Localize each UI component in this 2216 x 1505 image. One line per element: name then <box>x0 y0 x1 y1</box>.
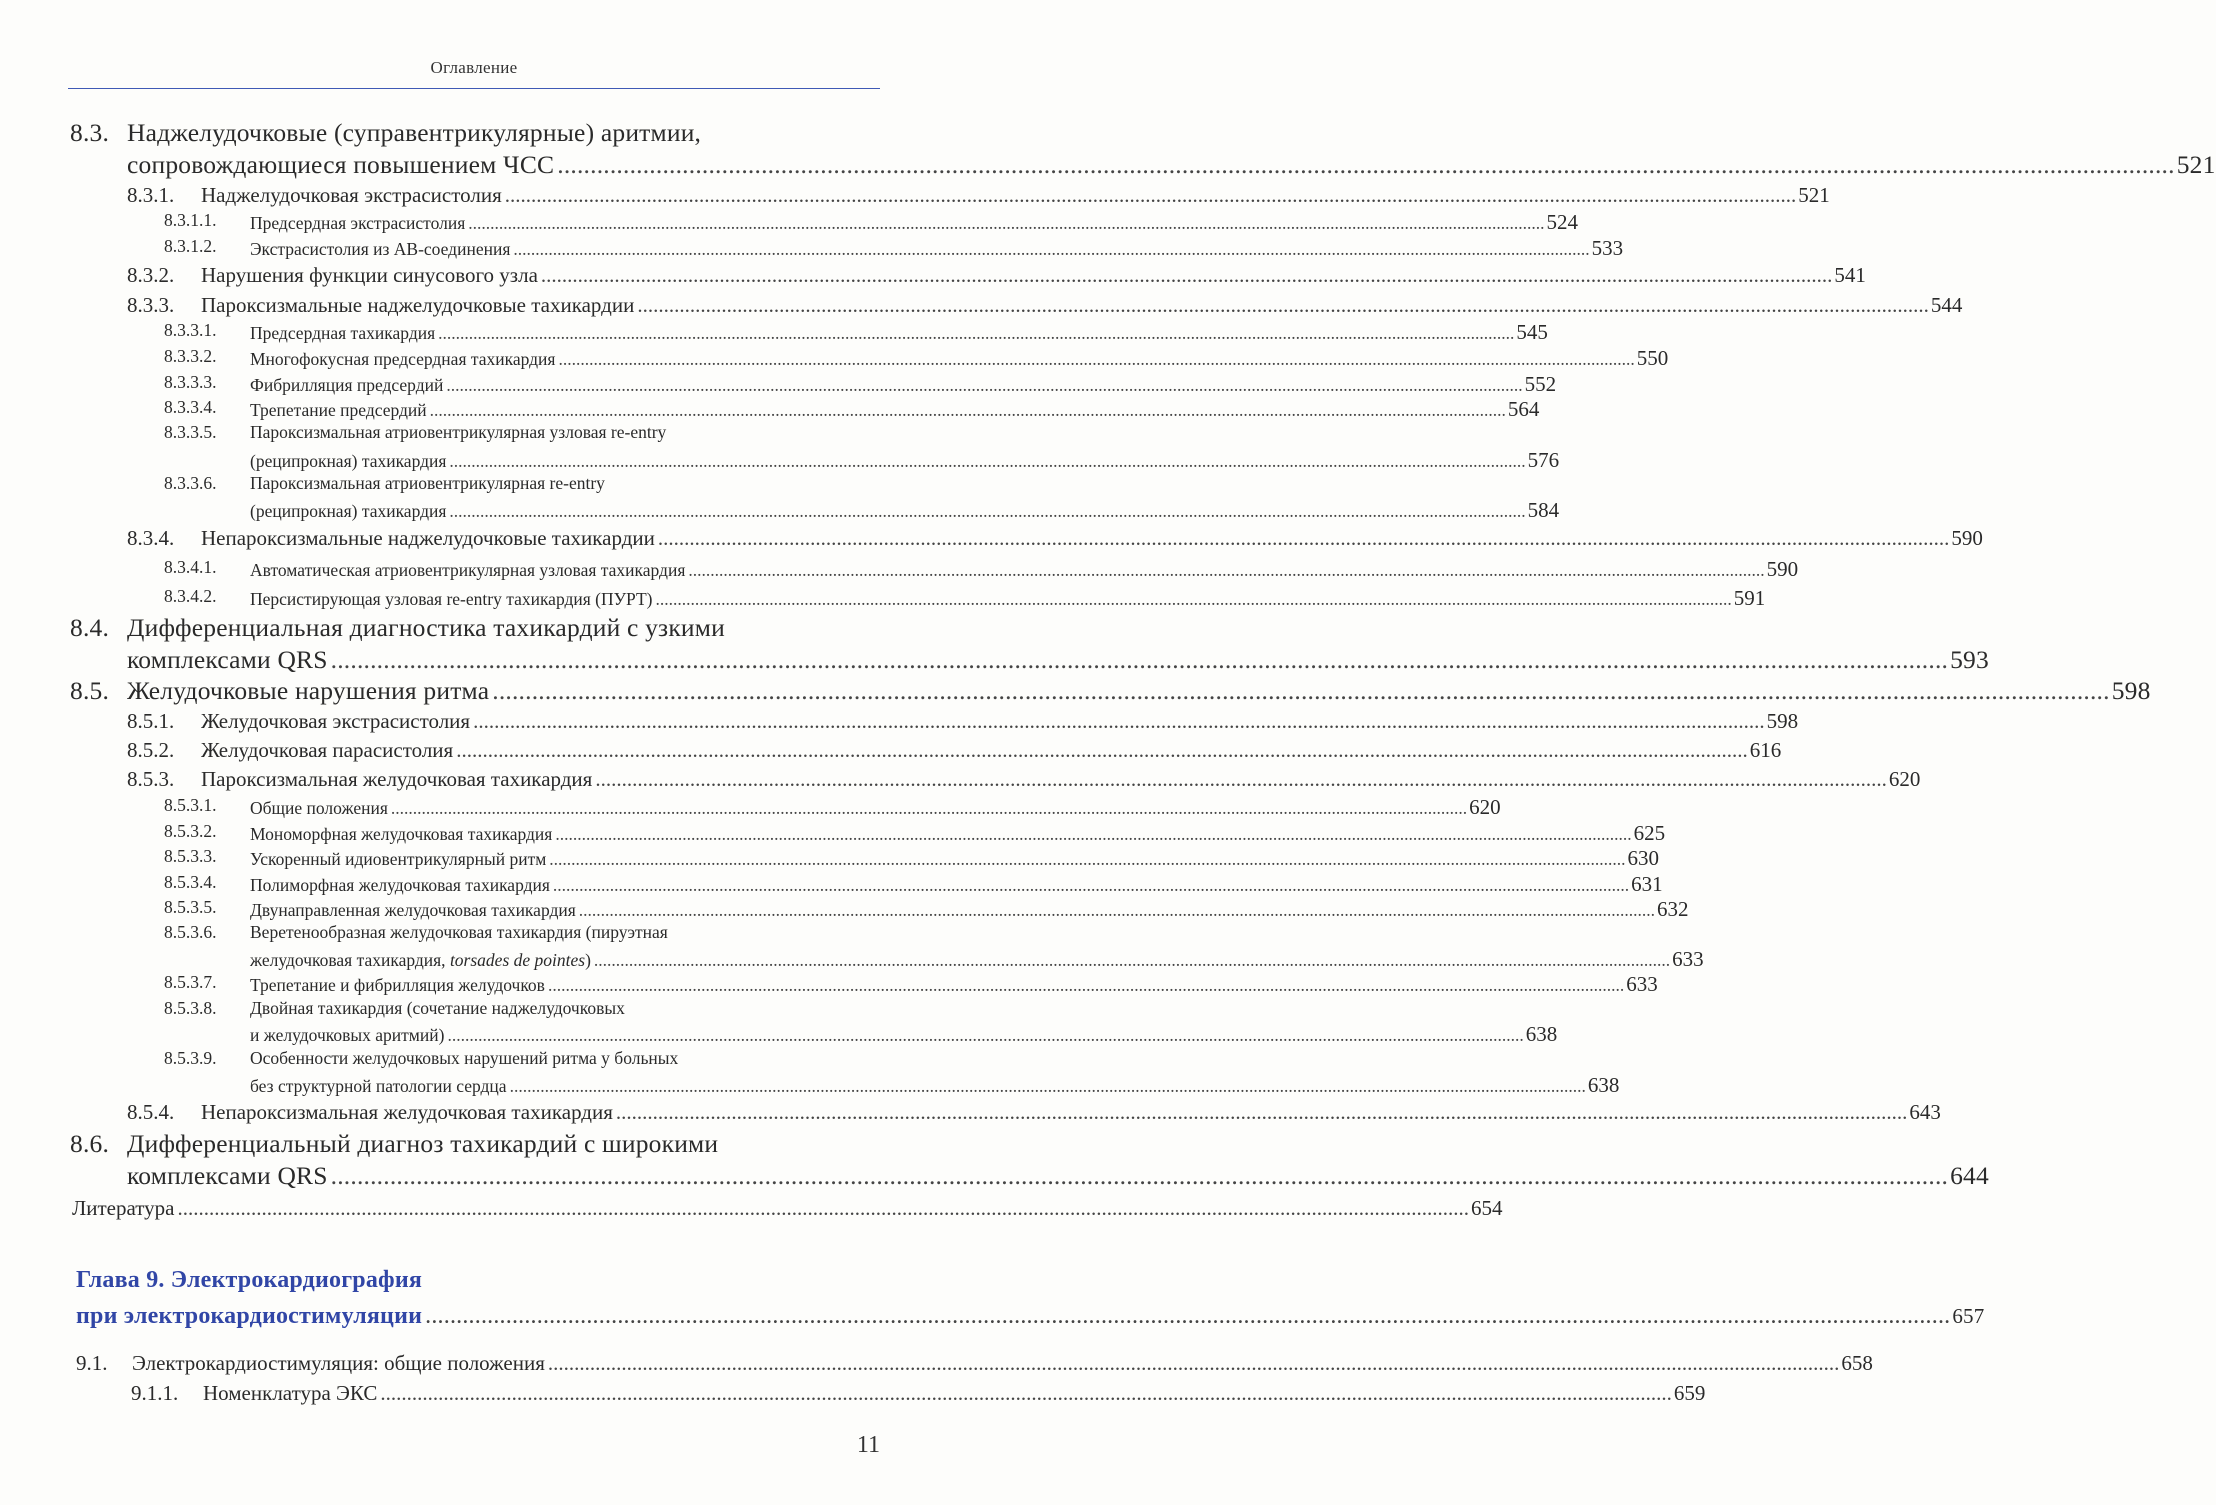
dot-leader: ...................................................................................................................................................................................................................................................... <box>492 676 2110 705</box>
page-ref: 533 <box>1591 236 1624 260</box>
entry-title-cont: и желудочковых аритмий) <box>250 1025 445 1045</box>
entry-number: 8.3.3.4. <box>164 397 217 417</box>
dot-leader: ...................................................................................................................................................................................................................................................... <box>468 213 1545 233</box>
entry-title: Электрокардиостимуляция: общие положения <box>132 1351 545 1375</box>
entry-number: 8.3.4.1. <box>164 557 217 577</box>
title-fragment: ) <box>585 950 591 970</box>
entry-number: 8.3.3.2. <box>164 346 217 366</box>
entry-number: 8.3.3.6. <box>164 473 217 493</box>
dot-leader: ...................................................................................................................................................................................................................................................... <box>615 1100 1908 1124</box>
entry-title: Двунаправленная желудочковая тахикардия <box>250 900 576 920</box>
dot-leader: ...................................................................................................................................................................................................................................................... <box>330 1161 1949 1190</box>
page-ref: 638 <box>1587 1073 1620 1097</box>
entry-number: 8.3.2. <box>127 263 175 287</box>
page-ref: 541 <box>1834 263 1866 287</box>
entry-number: 8.3.3.1. <box>164 320 217 340</box>
page-ref: 545 <box>1516 320 1548 344</box>
entry-number: 8.3.4. <box>127 526 175 550</box>
entry-title-cont: сопровождающиеся повышением ЧСС <box>127 150 555 179</box>
entry-number: 8.5.3.4. <box>164 872 217 892</box>
dot-leader: ...................................................................................................................................................................................................................................................... <box>449 451 1526 471</box>
entry-title: Предсердная экстрасистолия <box>250 213 466 233</box>
page-ref: 632 <box>1657 897 1689 921</box>
dot-leader: ...................................................................................................................................................................................................................................................... <box>330 645 1949 674</box>
page-ref: 544 <box>1930 293 1963 317</box>
dot-leader: ...................................................................................................................................................................................................................................................... <box>657 526 1950 550</box>
page-ref: 521 <box>1798 183 1830 207</box>
entry-number: 8.3.1.2. <box>164 236 217 256</box>
entry-title: Наджелудочковая экстрасистолия <box>201 183 502 207</box>
entry-number: 8.5.3.3. <box>164 846 217 866</box>
page-ref: 584 <box>1527 498 1560 522</box>
entry-number: 8.5.3.9. <box>164 1048 217 1068</box>
entry-title: Непароксизмальная желудочковая тахикардия <box>201 1100 613 1124</box>
entry-title: Желудочковые нарушения ритма <box>127 676 490 705</box>
dot-leader: ...................................................................................................................................................................................................................................................... <box>446 375 1523 395</box>
entry-title: Дифференциальная диагностика тахикардий с узкими <box>127 613 725 642</box>
page-ref: 658 <box>1841 1351 1873 1375</box>
entry-title-cont: комплексами QRS <box>127 1161 328 1190</box>
title-fragment-italic: torsades de pointes <box>449 950 586 970</box>
entry-title-cont: без структурной патологии сердца <box>250 1076 507 1096</box>
page-ref: 633 <box>1672 947 1704 971</box>
entry-number: 8.4. <box>70 613 110 642</box>
entry-number: 8.3.1.1. <box>164 210 217 230</box>
chapter-title-cont: при электрокардиостимуляции <box>76 1303 423 1329</box>
entry-title: Номенклатура ЭКС <box>203 1381 378 1405</box>
entry-title-cont: (реципрокная) тахикардия <box>250 451 447 471</box>
page-ref: 593 <box>1950 645 1989 674</box>
entry-number: 8.3.3. <box>127 293 175 317</box>
entry-number: 8.5.3.5. <box>164 897 217 917</box>
entry-title: Ускоренный идиовентрикулярный ритм <box>250 849 547 869</box>
entry-title: Нарушения функции синусового узла <box>201 263 538 287</box>
entry-number: 8.3.1. <box>127 183 175 207</box>
dot-leader: ...................................................................................................................................................................................................................................................... <box>447 1025 1524 1045</box>
page-ref: 590 <box>1766 557 1799 581</box>
dot-leader: ...................................................................................................................................................................................................................................................... <box>390 798 1468 818</box>
page-ref: 657 <box>1952 1304 1985 1328</box>
dot-leader: ...................................................................................................................................................................................................................................................... <box>549 849 1626 869</box>
entry-title: Двойная тахикардия (сочетание наджелудочковых <box>250 998 625 1018</box>
page-ref: 620 <box>1469 795 1501 819</box>
page-ref: 576 <box>1527 448 1560 472</box>
entry-title: Мономорфная желудочковая тахикардия <box>250 824 553 844</box>
entry-title: Предсердная тахикардия <box>250 323 436 343</box>
entry-number: 8.5.3.8. <box>164 998 217 1018</box>
dot-leader: ...................................................................................................................................................................................................................................................... <box>547 1351 1840 1375</box>
page-ref: 659 <box>1673 1381 1706 1405</box>
dot-leader: ...................................................................................................................................................................................................................................................... <box>429 400 1506 420</box>
entry-number: 8.3.3.3. <box>164 372 217 392</box>
dot-leader: ...................................................................................................................................................................................................................................................... <box>425 1303 1951 1329</box>
page-ref: 524 <box>1546 210 1579 234</box>
entry-title: Пароксизмальная атриовентрикулярная re-entry <box>250 473 605 493</box>
page-ref: 625 <box>1633 821 1666 845</box>
entry-title: Дифференциальный диагноз тахикардий с широкими <box>127 1129 719 1158</box>
dot-leader: ...................................................................................................................................................................................................................................................... <box>438 323 1515 343</box>
entry-title: Желудочковая экстрасистолия <box>201 709 471 733</box>
page-ref: 654 <box>1470 1196 1503 1220</box>
entry-title: Желудочковая парасистолия <box>201 738 454 762</box>
dot-leader: ...................................................................................................................................................................................................................................................... <box>557 150 2175 179</box>
dot-leader: ...................................................................................................................................................................................................................................................... <box>513 239 1590 259</box>
dot-leader: ...................................................................................................................................................................................................................................................... <box>177 1196 1469 1220</box>
page-ref: 638 <box>1525 1022 1558 1046</box>
entry-title: Веретенообразная желудочковая тахикардия (пируэтная <box>250 922 668 942</box>
page-number: 11 <box>856 1432 880 1458</box>
entry-number: 8.5.1. <box>127 709 175 733</box>
entry-title: Особенности желудочковых нарушений ритма у больных <box>250 1048 679 1068</box>
dot-leader: ...................................................................................................................................................................................................................................................... <box>509 1076 1586 1096</box>
entry-title: Наджелудочковые (суправентрикулярные) аритмии, <box>127 118 702 147</box>
entry-number: 8.5.4. <box>127 1100 175 1124</box>
page-ref: 564 <box>1507 397 1540 421</box>
dot-leader: ...................................................................................................................................................................................................................................................... <box>593 950 1671 970</box>
entry-number: 8.5.2. <box>127 738 175 762</box>
entry-title: Пароксизмальная желудочковая тахикардия <box>201 767 593 791</box>
page-ref: 620 <box>1888 767 1921 791</box>
page-ref: 598 <box>2111 676 2151 705</box>
page-ref: 643 <box>1909 1100 1941 1124</box>
entry-title: Персистирующая узловая re-entry тахикардия (ПУРТ) <box>250 589 653 609</box>
entry-title-cont: комплексами QRS <box>127 645 328 674</box>
dot-leader: ...................................................................................................................................................................................................................................................... <box>558 349 1635 369</box>
dot-leader: ...................................................................................................................................................................................................................................................... <box>552 875 1630 895</box>
entry-title: Автоматическая атриовентрикулярная узловая тахикардия <box>250 560 686 580</box>
entry-number: 9.1. <box>76 1351 108 1375</box>
dot-leader: ...................................................................................................................................................................................................................................................... <box>547 975 1625 995</box>
page-ref: 633 <box>1626 972 1658 996</box>
entry-title: Пароксизмальные наджелудочковые тахикардии <box>201 293 635 317</box>
header-rule <box>68 88 880 89</box>
page-ref: 521 <box>2176 150 2216 179</box>
dot-leader: ...................................................................................................................................................................................................................................................... <box>637 293 1929 317</box>
entry-number: 8.3.4.2. <box>164 586 217 606</box>
page-ref: 631 <box>1631 872 1663 896</box>
entry-number: 8.5.3. <box>127 767 175 791</box>
dot-leader: ...................................................................................................................................................................................................................................................... <box>456 738 1748 762</box>
page-ref: 644 <box>1950 1161 1989 1190</box>
entry-title: Многофокусная предсердная тахикардия <box>250 349 556 369</box>
entry-title: Фибрилляция предсердий <box>250 375 444 395</box>
entry-number: 8.5.3.7. <box>164 972 217 992</box>
entry-title: Трепетание и фибрилляция желудочков <box>250 975 545 995</box>
dot-leader: ...................................................................................................................................................................................................................................................... <box>688 560 1765 580</box>
entry-number: 8.5.3.6. <box>164 922 217 942</box>
entry-number: 8.3. <box>70 118 110 147</box>
running-header: Оглавление <box>430 58 518 77</box>
entry-number: 8.5. <box>70 676 110 705</box>
entry-title: Литература <box>72 1196 175 1220</box>
dot-leader: ...................................................................................................................................................................................................................................................... <box>540 263 1833 287</box>
entry-title: Трепетание предсердий <box>250 400 427 420</box>
dot-leader: ...................................................................................................................................................................................................................................................... <box>578 900 1656 920</box>
entry-number: 9.1.1. <box>131 1381 179 1405</box>
entry-title: Пароксизмальная атриовентрикулярная узловая re-entry <box>250 422 667 442</box>
entry-title: Экстрасистолия из АВ-соединения <box>250 239 511 259</box>
entry-title: Общие положения <box>250 798 388 818</box>
page-ref: 630 <box>1627 846 1660 870</box>
page-ref: 550 <box>1636 346 1669 370</box>
entry-number: 8.5.3.2. <box>164 821 217 841</box>
dot-leader: ...................................................................................................................................................................................................................................................... <box>380 1381 1672 1405</box>
page-ref: 590 <box>1951 526 1983 550</box>
dot-leader: ...................................................................................................................................................................................................................................................... <box>473 709 1765 733</box>
entry-title-cont <box>250 950 591 971</box>
chapter-title: Глава 9. Электрокардиография <box>76 1267 423 1293</box>
entry-number: 8.5.3.1. <box>164 795 217 815</box>
dot-leader: ...................................................................................................................................................................................................................................................... <box>555 824 1632 844</box>
entry-title: Непароксизмальные наджелудочковые тахикардии <box>201 526 655 550</box>
dot-leader: ...................................................................................................................................................................................................................................................... <box>655 589 1732 609</box>
dot-leader: ...................................................................................................................................................................................................................................................... <box>595 767 1887 791</box>
dot-leader: ...................................................................................................................................................................................................................................................... <box>449 501 1526 521</box>
page-ref: 598 <box>1766 709 1799 733</box>
page-ref: 552 <box>1524 372 1557 396</box>
title-fragment: желудочковая тахикардия, <box>250 950 450 970</box>
entry-title-cont: (реципрокная) тахикардия <box>250 501 447 521</box>
entry-number: 8.6. <box>70 1129 110 1158</box>
page-ref: 616 <box>1749 738 1782 762</box>
dot-leader: ...................................................................................................................................................................................................................................................... <box>504 183 1797 207</box>
entry-title: Полиморфная желудочковая тахикардия <box>250 875 550 895</box>
page-ref: 591 <box>1733 586 1766 610</box>
entry-number: 8.3.3.5. <box>164 422 217 442</box>
